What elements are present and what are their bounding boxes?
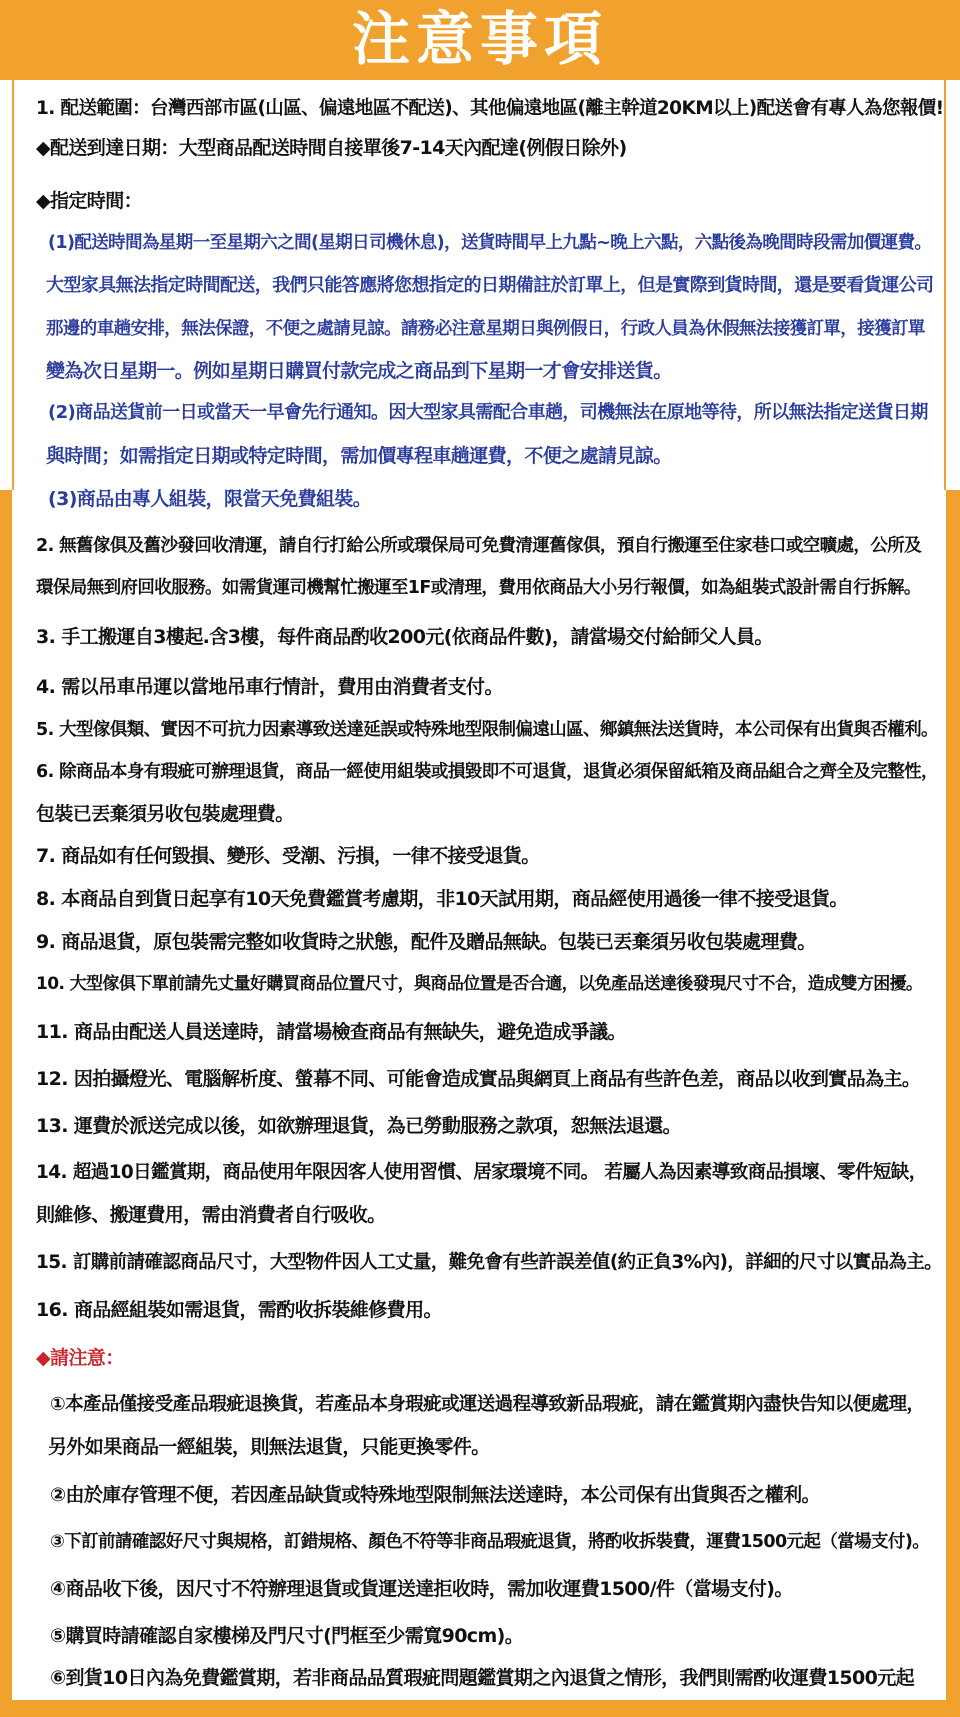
list-item: 5. 大型傢俱類、實因不可抗力因素導致送達延誤或特殊地型限制偏遠山區、鄉鎮無法送貨時，本公司保有出貨與否權利。: [36, 720, 938, 740]
frame-rail-left-mask: [0, 80, 12, 490]
list-item: 11. 商品由配送人員送達時，請當場檢查商品有無缺失，避免造成爭議。: [36, 1021, 626, 1043]
list-item: 8. 本商品自到貨日起享有10天免費鑑賞考慮期，非10天試用期，商品經使用過後一律不接受退貨。: [36, 888, 848, 910]
list-item: 9. 商品退貨，原包裝需完整如收貨時之狀態，配件及贈品無缺。包裝已丟棄須另收包裝處理費。: [36, 931, 816, 953]
list-item: 12. 因拍攝燈光、電腦解析度、螢幕不同、可能會造成實品與網頁上商品有些許色差，商品以收到實品為主。: [36, 1068, 921, 1090]
blue-line: (1)配送時間為星期一至星期六之間(星期日司機休息)，送貨時間早上九點~晚上六點，六點後為晚間時段需加價運費。: [48, 233, 932, 253]
list-item: 環保局無到府回收服務。如需貨運司機幫忙搬運至1F或清理，費用依商品大小另行報價，如為組裝式設計需自行拆解。: [36, 578, 921, 598]
page-title: 注意事項: [351, 5, 608, 73]
designated-time-line: ◆指定時間：: [36, 190, 143, 212]
list-item: 15. 訂購前請確認商品尺寸，大型物件因人工丈量，難免會有些許誤差值(約正負3%內)，詳細的尺寸以實品為主。: [36, 1252, 943, 1273]
list-item: 包裝已丟棄須另收包裝處理費。: [36, 803, 294, 825]
list-item: 3. 手工搬運自3樓起.含3樓，每件商品酌收200元(依商品件數)，請當場交付給師父人員。: [36, 626, 773, 648]
frame-rail-bottom: [0, 1700, 960, 1717]
blue-line: 那邊的車趟安排，無法保證，不便之處請見諒。請務必注意星期日與例假日，行政人員為休假無法接獲訂單，接獲訂單: [46, 319, 925, 339]
blue-line: 變為次日星期一。例如星期日購買付款完成之商品到下星期一才會安排送貨。: [46, 360, 672, 382]
delivery-range-line: 1. 配送範圍：台灣西部市區(山區、偏遠地區不配送)、其他偏遠地區(離主幹道20KM以上)配送會有專人為您報價!: [36, 98, 944, 119]
notice-item: ④商品收下後，因尺寸不符辦理退貨或貨運送達拒收時，需加收運費1500/件（當場支付)。: [50, 1578, 793, 1600]
list-item: 10. 大型傢俱下單前請先丈量好購買商品位置尺寸，與商品位置是否合適，以免產品送達後發現尺寸不合，造成雙方困擾。: [36, 974, 923, 994]
list-item: 14. 超過10日鑑賞期，商品使用年限因客人使用習慣、居家環境不同。 若屬人為因素導致商品損壞、零件短缺，: [36, 1162, 927, 1183]
list-item: 則維修、搬運費用，需由消費者自行吸收。: [36, 1204, 386, 1226]
list-item: 7. 商品如有任何毀損、變形、受潮、污損，一律不接受退貨。: [36, 845, 540, 867]
blue-line: (2)商品送貨前一日或當天一早會先行通知。因大型家具需配合車趟，司機無法在原地等待，所以無法指定送貨日期: [48, 402, 928, 423]
frame-rail-right-mask: [946, 80, 960, 490]
notice-item: ⑥到貨10日內為免費鑑賞期，若非商品品質瑕疵問題鑑賞期之內退貨之情形，我們則需酌收運費1500元起: [50, 1667, 915, 1689]
notice-item: ②由於庫存管理不便，若因產品缺貨或特殊地型限制無法送達時，本公司保有出貨與否之權利。: [50, 1484, 820, 1506]
blue-line: (3)商品由專人組裝，限當天免費組裝。: [48, 488, 372, 510]
notice-item: ①本產品僅接受產品瑕疵退換貨，若產品本身瑕疵或運送過程導致新品瑕疵，請在鑑賞期內盡快告知以便處理，: [50, 1394, 925, 1415]
list-item: 6. 除商品本身有瑕疵可辦理退貨，商品一經使用組裝或損毀即不可退貨，退貨必須保留紙箱及商品組合之齊全及完整性，: [36, 762, 938, 782]
header-banner: [0, 0, 960, 80]
list-item: 4. 需以吊車吊運以當地吊車行情計，費用由消費者支付。: [36, 676, 503, 698]
notice-item: ③下訂前請確認好尺寸與規格，訂錯規格、顏色不符等非商品瑕疵退貨，將酌收拆裝費，運費1500元起（當場支付)。: [50, 1532, 930, 1552]
notice-heading: ◆請注意：: [36, 1347, 124, 1369]
list-item: 13. 運費於派送完成以後，如欲辦理退貨，為已勞動服務之款項，恕無法退還。: [36, 1115, 682, 1137]
blue-line: 大型家具無法指定時間配送，我們只能答應將您想指定的日期備註於訂單上，但是實際到貨時間，還是要看貨運公司: [46, 275, 934, 296]
delivery-date-line: ◆配送到達日期：大型商品配送時間自接單後7-14天內配達(例假日除外): [36, 137, 627, 159]
notice-item: ⑤購買時請確認自家樓梯及門尺寸(門框至少需寬90cm)。: [50, 1625, 524, 1647]
notice-item: 另外如果商品一經組裝，則無法退貨，只能更換零件。: [48, 1436, 490, 1458]
list-item: 2. 無舊傢俱及舊沙發回收清運，請自行打給公所或環保局可免費清運舊傢俱，預自行搬運至住家巷口或空曠處，公所及: [36, 536, 922, 556]
blue-line: 與時間；如需指定日期或特定時間，需加價專程車趟運費，不便之處請見諒。: [46, 445, 672, 467]
list-item: 16. 商品經組裝如需退貨，需酌收拆裝維修費用。: [36, 1299, 442, 1321]
